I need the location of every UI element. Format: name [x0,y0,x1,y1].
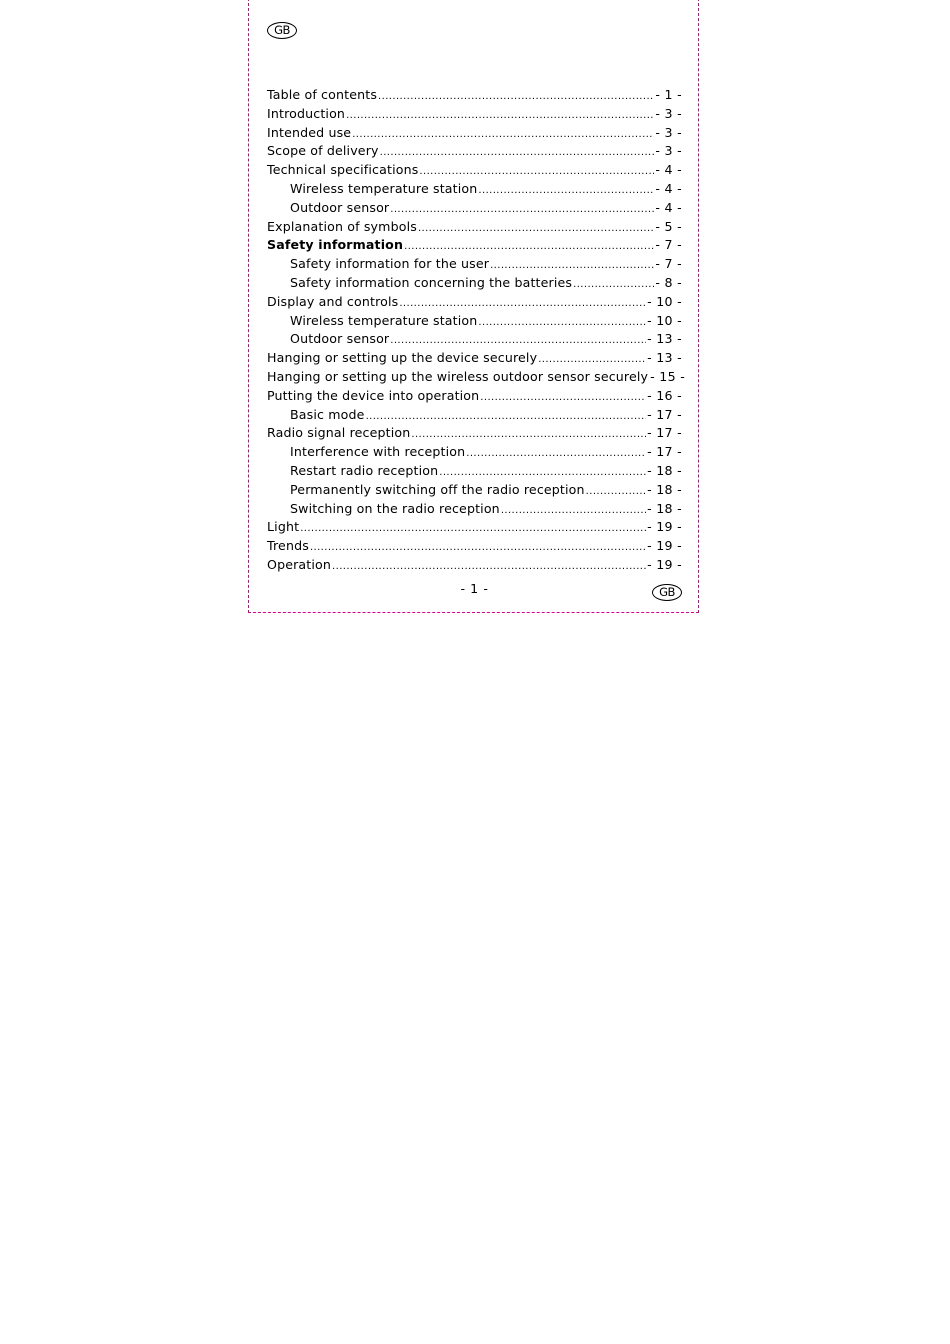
toc-entry[interactable] [267,368,686,387]
toc-entry-title: Safety information concerning the batteries [290,274,573,290]
toc-entry-title: Wireless temperature station [290,312,478,328]
page-number: - 1 - [460,581,489,596]
toc-entry[interactable] [267,105,682,124]
toc-entry-title: Radio signal reception [267,425,411,441]
toc-entry[interactable] [267,424,682,443]
toc-entry[interactable] [267,293,682,312]
toc-entry-page: - 16 - [647,387,682,403]
toc-entry-page: - 3 - [655,105,682,121]
language-badge-top: GB [267,22,297,39]
toc-entry[interactable] [267,161,682,180]
toc-entry-title: Operation [267,556,332,572]
toc-entry-title: Technical specifications [267,162,419,178]
toc-entry-title: Introduction [267,105,346,121]
toc-entry[interactable] [267,556,682,575]
toc-entry-page: - 4 - [655,199,682,215]
toc-dot-leader [501,502,646,521]
toc-entry-title: Interference with reception [290,444,466,460]
toc-entry-title: Outdoor sensor [290,331,390,347]
toc-entry[interactable] [267,236,682,255]
toc-entry-page: - 1 - [655,87,682,102]
toc-entry[interactable] [267,274,682,293]
toc-dot-leader [332,558,646,577]
toc-dot-leader [310,539,646,558]
toc-entry-title: Safety information [267,237,404,253]
toc-entry-title: Light [267,519,300,535]
toc-entry[interactable] [267,330,682,349]
toc-entry[interactable] [267,312,682,331]
toc-entry-title: Display and controls [267,293,399,309]
toc-entry[interactable] [267,349,682,368]
toc-entry[interactable] [267,142,682,161]
toc-dot-leader [586,483,646,502]
toc-entry-page: - 13 - [647,331,682,347]
toc-entry-page: - 17 - [647,444,682,460]
toc-dot-leader [300,520,646,539]
toc-entry-page: - 7 - [655,256,682,272]
toc-entry-page: - 7 - [655,237,682,253]
toc-dot-leader [418,220,654,239]
toc-entry[interactable] [267,199,682,218]
toc-entry-page: - 3 - [655,124,682,140]
toc-entry-title: Basic mode [290,406,365,422]
toc-entry-page: - 10 - [647,312,682,328]
toc-entry-page: - 15 - [650,368,686,384]
toc-dot-leader [390,201,654,220]
toc-entry-title: Safety information for the user [290,256,490,272]
toc-entry[interactable] [267,500,682,519]
toc-entry[interactable] [267,124,682,143]
table-of-contents [267,86,686,575]
toc-entry-page: - 8 - [655,274,682,290]
toc-dot-leader [380,144,655,163]
toc-dot-leader [478,182,654,201]
toc-entry-page: - 3 - [655,143,682,159]
toc-entry-title: Outdoor sensor [290,199,390,215]
toc-entry-page: - 17 - [647,406,682,422]
toc-entry-title: Wireless temperature station [290,180,478,196]
toc-entry-title: Hanging or setting up the device securely [267,350,538,366]
toc-entry[interactable] [267,518,682,537]
toc-entry-page: - 4 - [655,162,682,178]
toc-entry-title: Hanging or setting up the wireless outdoor sensor securely [267,368,649,384]
toc-dot-leader [573,276,654,295]
toc-entry-page: - 18 - [647,462,682,478]
toc-entry-page: - 19 - [647,519,682,535]
toc-entry-title: Intended use [267,124,352,140]
manual-page [248,0,699,613]
toc-entry-title: Switching on the radio reception [290,500,500,516]
toc-dot-leader [352,126,654,145]
toc-entry[interactable] [267,462,682,481]
toc-entry-title: Restart radio reception [290,462,439,478]
toc-entry-page: - 19 - [647,538,682,554]
toc-dot-leader [466,445,646,464]
toc-entry[interactable] [267,443,682,462]
toc-entry-page: - 18 - [647,500,682,516]
toc-entry[interactable] [267,255,682,274]
toc-entry[interactable] [267,218,682,237]
toc-entry[interactable] [267,406,682,425]
toc-entry-page: - 5 - [655,218,682,234]
toc-dot-leader [480,389,646,408]
toc-entry-page: - 10 - [647,293,682,309]
toc-entry-title: Scope of delivery [267,143,379,159]
language-badge-bottom: GB [652,584,682,601]
toc-entry-title: Table of contents [267,87,378,102]
toc-entry[interactable] [267,86,682,105]
toc-entry[interactable] [267,180,682,199]
toc-dot-leader [378,88,654,107]
toc-entry[interactable] [267,387,682,406]
toc-entry-title: Trends [267,538,309,554]
toc-entry-page: - 17 - [647,425,682,441]
toc-entry-title: Permanently switching off the radio reception [290,481,585,497]
toc-dot-leader [478,314,646,333]
toc-entry-page: - 13 - [647,350,682,366]
toc-entry-title: Explanation of symbols [267,218,417,234]
toc-entry-page: - 18 - [647,481,682,497]
toc-entry-title: Putting the device into operation [267,387,480,403]
toc-entry[interactable] [267,481,682,500]
toc-entry-page: - 19 - [647,556,682,572]
toc-dot-leader [346,107,654,126]
toc-entry-page: - 4 - [655,180,682,196]
toc-entry[interactable] [267,537,682,556]
